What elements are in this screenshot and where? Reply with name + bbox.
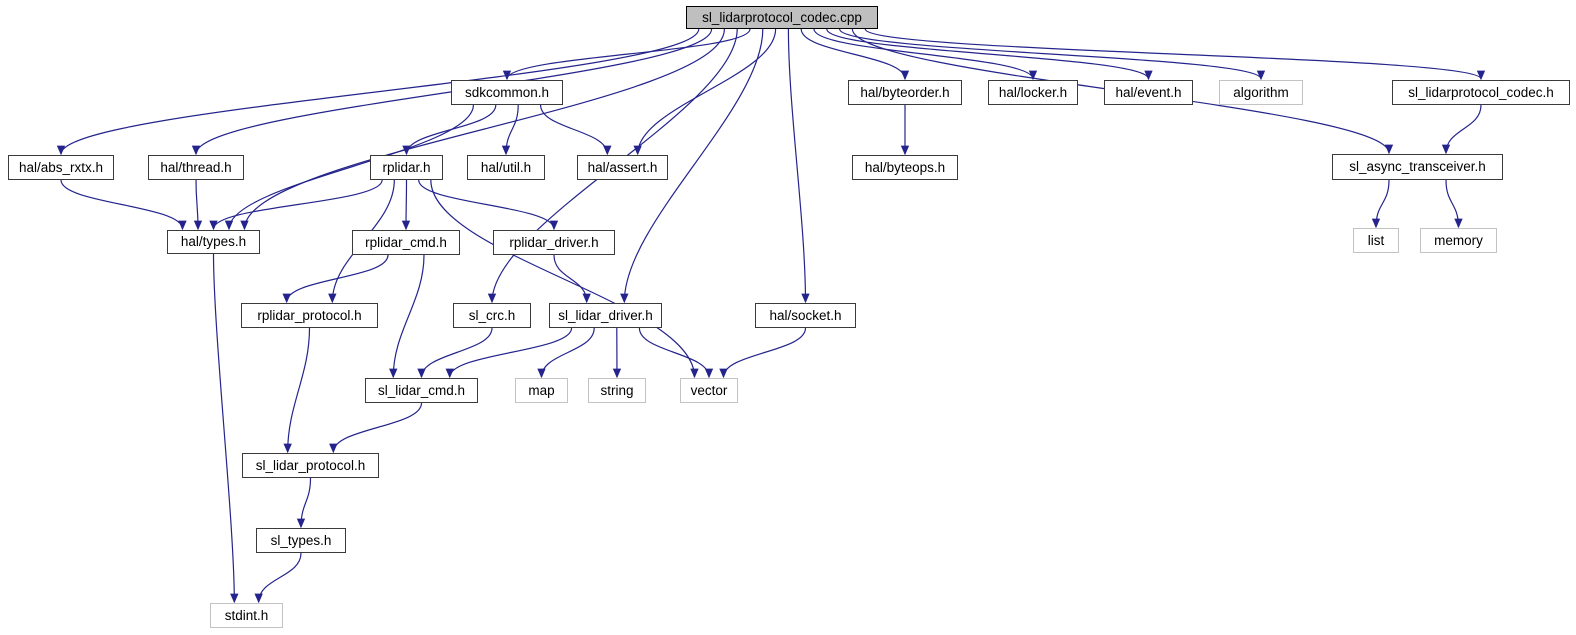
edge-abs_rxtx-to-types: [61, 180, 183, 229]
edge-async-to-memory: [1446, 180, 1459, 227]
node-socket[interactable]: hal/socket.h: [755, 303, 856, 328]
edge-codec_h-to-async: [1446, 105, 1481, 153]
node-codec-h[interactable]: sl_lidarprotocol_codec.h: [1392, 80, 1570, 105]
edge-sdkcommon-to-assert: [541, 105, 608, 154]
node-sldriver[interactable]: sl_lidar_driver.h: [549, 303, 662, 328]
node-slcmd[interactable]: sl_lidar_cmd.h: [365, 378, 478, 403]
node-stdint: stdint.h: [210, 603, 283, 628]
node-memory: memory: [1420, 228, 1497, 253]
edge-main-to-socket: [788, 29, 805, 302]
node-assert[interactable]: hal/assert.h: [577, 155, 668, 180]
edge-sltypes-to-stdint: [259, 553, 301, 602]
edge-crc-to-slcmd: [422, 328, 493, 377]
node-sdkcommon[interactable]: sdkcommon.h: [451, 80, 563, 105]
node-algorithm: algorithm: [1219, 80, 1303, 105]
edge-rplidar-to-types: [214, 180, 383, 229]
edge-main-to-abs_rxtx: [61, 29, 699, 154]
edge-main-to-assert: [638, 29, 776, 154]
node-string: string: [588, 378, 646, 403]
node-rplidar[interactable]: rplidar.h: [370, 155, 443, 180]
edge-types-to-stdint: [214, 254, 235, 602]
node-rpdriver[interactable]: rplidar_driver.h: [493, 230, 615, 255]
node-sltypes[interactable]: sl_types.h: [256, 528, 346, 553]
node-byteops[interactable]: hal/byteops.h: [852, 155, 958, 180]
edge-main-to-types: [245, 29, 725, 229]
edge-slcmd-to-slproto: [333, 403, 421, 452]
node-vector: vector: [680, 378, 738, 403]
edge-thread-to-types: [196, 180, 198, 229]
node-byteorder[interactable]: hal/byteorder.h: [848, 80, 962, 105]
node-crc[interactable]: sl_crc.h: [453, 303, 531, 328]
edge-sdkcommon-to-util: [506, 105, 518, 154]
edge-socket-to-vector: [724, 328, 806, 377]
edge-sldriver-to-slcmd: [450, 328, 572, 377]
node-slproto[interactable]: sl_lidar_protocol.h: [242, 453, 379, 478]
edge-rplidar-to-rpcmd: [406, 180, 407, 229]
node-thread[interactable]: hal/thread.h: [148, 155, 244, 180]
edge-rpproto-to-slproto: [288, 328, 310, 452]
edge-main-to-locker: [814, 29, 1033, 79]
edge-slproto-to-sltypes: [301, 478, 311, 527]
edge-main-to-event: [827, 29, 1149, 79]
node-main: sl_lidarprotocol_codec.cpp: [686, 6, 878, 29]
edge-main-to-codec_h: [865, 29, 1481, 79]
edge-main-to-sdkcommon: [507, 29, 750, 79]
node-rpproto[interactable]: rplidar_protocol.h: [241, 303, 378, 328]
node-event[interactable]: hal/event.h: [1104, 80, 1193, 105]
node-types[interactable]: hal/types.h: [167, 230, 260, 254]
node-list: list: [1353, 228, 1399, 253]
node-async[interactable]: sl_async_transceiver.h: [1332, 154, 1503, 180]
edge-async-to-list: [1376, 180, 1389, 227]
node-util[interactable]: hal/util.h: [467, 155, 545, 180]
node-rpcmd[interactable]: rplidar_cmd.h: [352, 230, 460, 255]
edge-rpcmd-to-slcmd: [393, 255, 424, 377]
edge-rplidar-to-rpdriver: [419, 180, 554, 229]
node-map: map: [515, 378, 568, 403]
edge-rpcmd-to-rpproto: [287, 255, 388, 302]
edge-sldriver-to-vector: [639, 328, 709, 377]
node-locker[interactable]: hal/locker.h: [988, 80, 1078, 105]
edge-rpdriver-to-sldriver: [554, 255, 587, 302]
node-abs-rxtx[interactable]: hal/abs_rxtx.h: [8, 155, 114, 180]
